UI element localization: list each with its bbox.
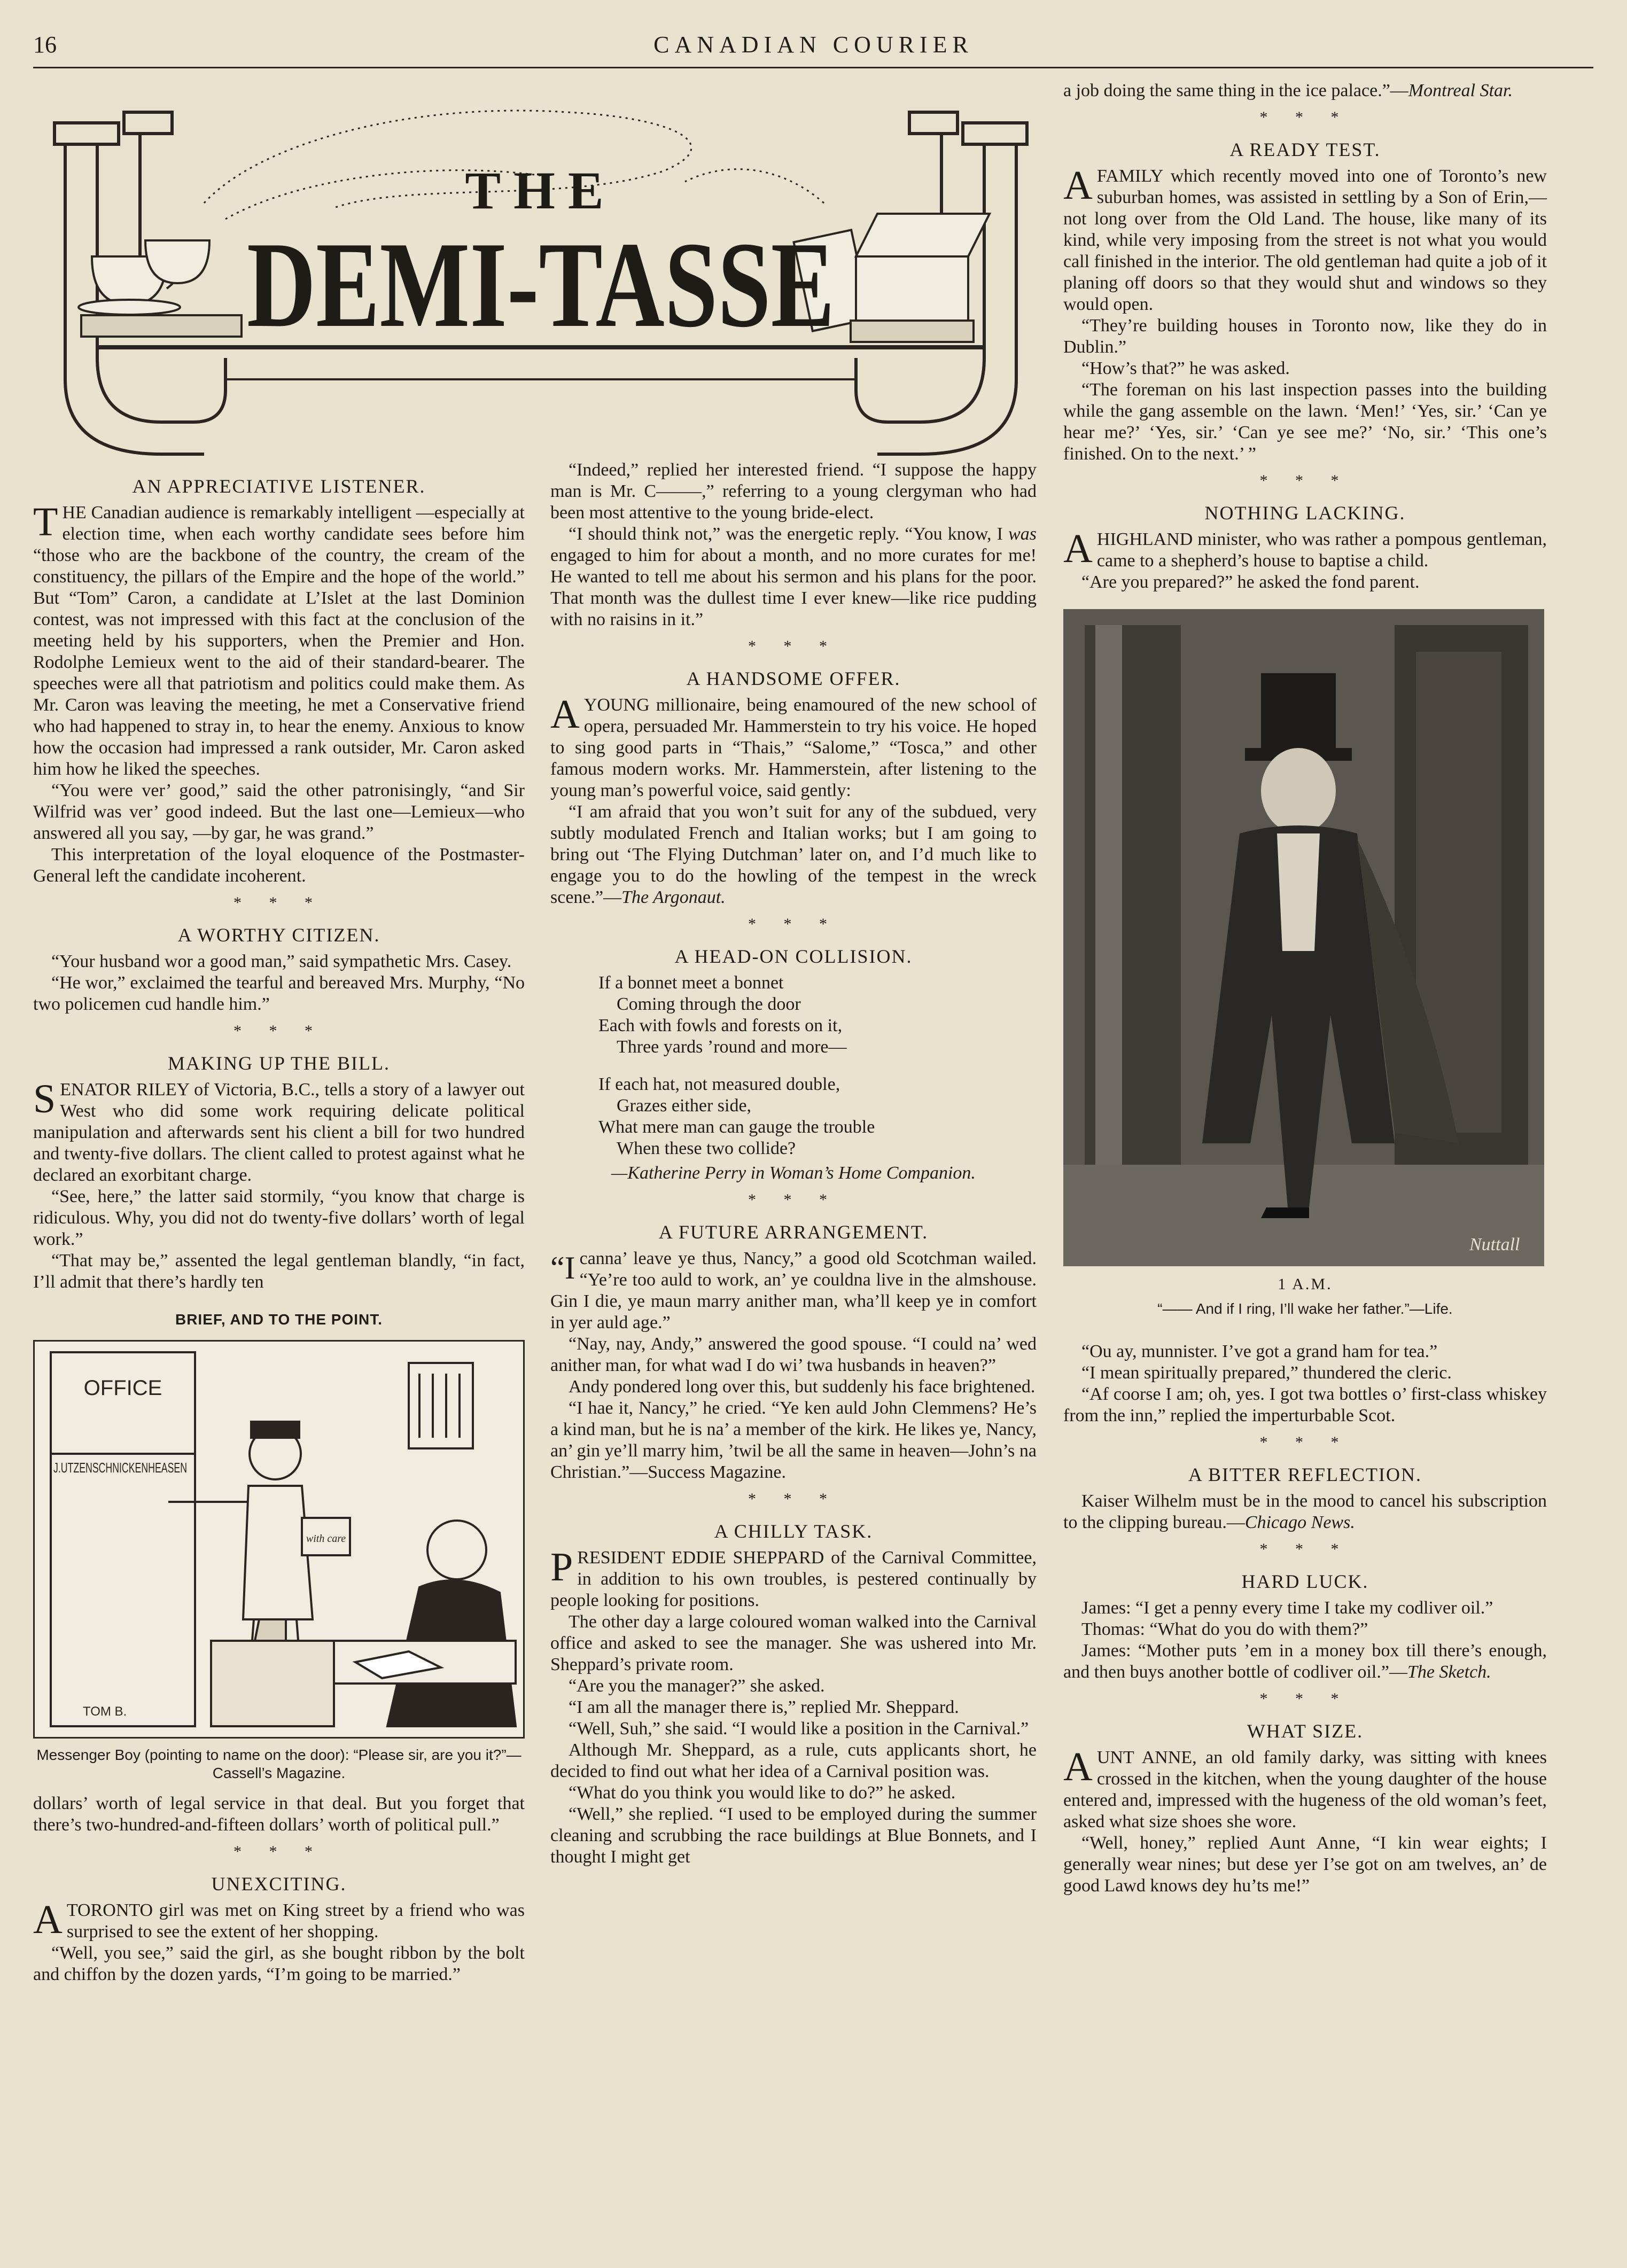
poem-line: Three yards ’round and more— bbox=[617, 1037, 847, 1057]
article-title: A CHILLY TASK. bbox=[714, 1521, 873, 1542]
paragraph: HIGHLAND minister, who was rather a pompous gentleman, came to a shepherd’s house to baptise a child. bbox=[1096, 529, 1547, 571]
drop-cap: A bbox=[1063, 1744, 1093, 1789]
cartoon-title: BRIEF, AND TO THE POINT. bbox=[175, 1311, 383, 1328]
artist-signature: TOM B. bbox=[83, 1704, 127, 1719]
paragraph: This interpretation of the loyal eloquence of the Postmaster-General left the candidate incoherent. bbox=[33, 845, 525, 886]
paragraph: RESIDENT EDDIE SHEPPARD of the Carnival Committee, in addition to his own troubles, is pestered continually by people looking for positions. bbox=[550, 1548, 1037, 1610]
artist-signature: Nuttall bbox=[1469, 1235, 1520, 1254]
paragraph: “Are you the manager?” she asked. bbox=[569, 1676, 825, 1696]
paragraph: canna’ leave ye thus, Nancy,” a good old Scotchman wailed. “Ye’re too auld to work, an’ ye couldna live in the almshouse. Gin I die, ye maun marry anither man, wha’ll keep ye in comfort in yer auld age.” bbox=[550, 1249, 1037, 1332]
paragraph: “I should think not,” was the energetic reply. “You know, I was engaged to him for about a month, and no more curates for me! He wanted to tell me about his sermon and his plans for the poor. That month was the dullest time I ever knew—like rice pudding with no raisins in it.” bbox=[550, 524, 1037, 629]
section-separator: * * * bbox=[748, 1490, 839, 1508]
page-number: 16 bbox=[33, 32, 57, 58]
plate-caption: “—— And if I ring, I’ll wake her father.”—Life. bbox=[1157, 1300, 1453, 1317]
paragraph: “I am all the manager there is,” replied Mr. Sheppard. bbox=[569, 1697, 959, 1717]
paragraph: “The foreman on his last inspection passes into the building while the gang assemble on the lawn. ‘Men!’ ‘Yes, sir.’ ‘Can ye hear me?’ ‘Yes, sir.’ ‘Can ye see me?’ ‘No, sir.’ ‘This one’s finished. On to the next.’ ” bbox=[1063, 380, 1547, 464]
column-1 bbox=[33, 465, 525, 1985]
paragraph: “Well, Suh,” she said. “I would like a position in the Carnival.” bbox=[569, 1719, 1029, 1739]
drop-cap: “I bbox=[550, 1250, 575, 1285]
article-title: A BITTER REFLECTION. bbox=[1188, 1464, 1422, 1485]
paragraph: “Your husband wor a good man,” said sympathetic Mrs. Casey. bbox=[51, 952, 512, 971]
drop-cap: T bbox=[33, 500, 58, 544]
article-title: UNEXCITING. bbox=[211, 1873, 347, 1895]
paragraph: Andy pondered long over this, but suddenly his face brightened. bbox=[569, 1377, 1036, 1397]
section-separator: * * * bbox=[1259, 1690, 1351, 1708]
plate-caption-title: 1 A.M. bbox=[1278, 1275, 1333, 1293]
running-head: CANADIAN COURIER bbox=[653, 32, 974, 58]
section-separator: * * * bbox=[748, 1191, 839, 1209]
paragraph: “Nay, nay, Andy,” answered the good spouse. “I could na’ wed anither man, for what wad I do wi’ twa husbands in heaven?” bbox=[550, 1334, 1037, 1375]
paragraph: dollars’ worth of legal service in that deal. But you forget that there’s two-hundred-and-fifteen dollars’ worth of political pull.” bbox=[33, 1794, 525, 1835]
messenger-boy-cartoon bbox=[33, 1340, 525, 1739]
top-hat-icon bbox=[1261, 673, 1336, 753]
column-2 bbox=[550, 459, 1037, 1868]
office-sign: OFFICE bbox=[83, 1376, 162, 1400]
paragraph: “Af coorse I am; oh, yes. I got twa bottles o’ first-class whiskey from the inn,” replied the imperturbable Scot. bbox=[1063, 1384, 1547, 1425]
section-separator: * * * bbox=[748, 915, 839, 933]
poem-line: Each with fowls and forests on it, bbox=[598, 1016, 843, 1035]
parcel-label: with care bbox=[306, 1533, 346, 1545]
poem-line: When these two collide? bbox=[617, 1139, 796, 1158]
left-post-cap bbox=[55, 123, 119, 144]
paragraph: James: “I get a penny every time I take my codliver oil.” bbox=[1081, 1598, 1493, 1618]
paragraph: “Indeed,” replied her interested friend. “I suppose the happy man is Mr. C——–,” referring to a young clergyman who had been most attentive to the young bride-elect. bbox=[550, 460, 1037, 523]
section-separator: * * * bbox=[233, 1843, 324, 1860]
header-rule bbox=[33, 67, 1593, 68]
drop-cap: S bbox=[33, 1077, 56, 1121]
article-title: HARD LUCK. bbox=[1241, 1571, 1369, 1592]
section-separator: * * * bbox=[1259, 108, 1351, 126]
paragraph: Kaiser Wilhelm must be in the mood to cancel his subscription to the clipping bureau.—Chicago News. bbox=[1063, 1491, 1547, 1532]
source-credit: The Sketch. bbox=[1407, 1662, 1491, 1682]
section-separator: * * * bbox=[1259, 1433, 1351, 1451]
paragraph: “Well, you see,” said the girl, as she bought ribbon by the bolt and chiffon by the dozen yards, “I’m going to be married.” bbox=[33, 1943, 525, 1984]
teacup-icon bbox=[79, 240, 242, 337]
paragraph: “They’re building houses in Toronto now, like they do in Dublin.” bbox=[1063, 316, 1547, 357]
paragraph: Although Mr. Sheppard, as a rule, cuts applicants short, he decided to find out what her idea of a Carnival position was. bbox=[550, 1740, 1037, 1781]
paragraph: UNT ANNE, an old family darky, was sitting with knees crossed in the kitchen, when the young daughter of the house entered and, impressed with the hugeness of the old woman’s feet, asked what size shoes she wore. bbox=[1063, 1748, 1547, 1831]
paragraph: “Well, honey,” replied Aunt Anne, “I kin wear eights; I generally wear nines; but dese yer I’se got on am twelves, an’ de good Lawd knows dey hu’ts me!” bbox=[1063, 1833, 1547, 1896]
paragraph: “Ou ay, munnister. I’ve got a grand ham for tea.” bbox=[1081, 1342, 1438, 1361]
article-title: A FUTURE ARRANGEMENT. bbox=[658, 1221, 929, 1243]
paragraph: “Well,” she replied. “I used to be employed during the summer cleaning and scrubbing the race buildings at Blue Bonnets, and I thought I might get bbox=[550, 1804, 1037, 1867]
poem-line: If a bonnet meet a bonnet bbox=[598, 973, 784, 993]
article-title: A READY TEST. bbox=[1229, 139, 1381, 160]
paragraph: TORONTO girl was met on King street by a friend who was surprised to see the extent of her shopping. bbox=[66, 1900, 525, 1942]
section-separator: * * * bbox=[1259, 1540, 1351, 1558]
paragraph: “I mean spiritually prepared,” thundered the cleric. bbox=[1081, 1363, 1452, 1383]
article-title: MAKING UP THE BILL. bbox=[168, 1053, 390, 1074]
article-title: AN APPRECIATIVE LISTENER. bbox=[132, 476, 426, 497]
paragraph: “You were ver’ good,” said the other patronisingly, “and Sir Wilfrid was ver’ good indeed. But the last one—Lemieux—who answered all you say, —by gar, he was grand.” bbox=[33, 781, 525, 843]
door-nameplate: J.UTZENSCHNICKENHEASEN bbox=[53, 1460, 187, 1476]
drop-cap: A bbox=[1063, 163, 1093, 208]
top-hat-gentleman-plate bbox=[1063, 609, 1544, 1266]
section-separator: * * * bbox=[748, 637, 839, 655]
masthead-title: DEMI-TASSE bbox=[247, 216, 835, 353]
paragraph: “How’s that?” he was asked. bbox=[1081, 358, 1290, 378]
paragraph: “What do you think you would like to do?” he asked. bbox=[569, 1783, 956, 1803]
poem-attribution: —Katherine Perry in Woman’s Home Companion. bbox=[611, 1163, 976, 1183]
poem-line: If each hat, not measured double, bbox=[598, 1074, 840, 1094]
article-title: WHAT SIZE. bbox=[1247, 1720, 1364, 1742]
paragraph: “See, here,” the latter said stormily, “you know that charge is ridiculous. Why, you did not do twenty-five dollars’ worth of legal work.” bbox=[33, 1187, 525, 1249]
article-title: A HEAD-ON COLLISION. bbox=[674, 946, 913, 967]
source-credit: The Argonaut. bbox=[621, 887, 726, 907]
paragraph: Thomas: “What do you do with them?” bbox=[1081, 1619, 1368, 1639]
poem bbox=[550, 972, 1037, 1159]
paragraph: HE Canadian audience is remarkably intelligent —especially at election time, when each worthy candidate sees before him “those who are the backbone of the country, the cream of the constituency, the pillars of the Empire and the hope of the world.” But “Tom” Caron, a candidate at L’Islet at the last Dominion contest, was not impressed with this fact at the conclusion of the meeting held by his supporters, when the Premier and Hon. Rodolphe Lemieux went to the aid of their standard-bearer. The speeches were all that patriotism and politics could make them. As Mr. Caron was leaving the meeting, he met a Conservative friend who had happened to stray in, to hear the enemy. Anxious to know how the occasion had impressed a rank outsider, Mr. Caron asked him how he liked the speeches. bbox=[33, 503, 525, 779]
paragraph: “Are you prepared?” he asked the fond parent. bbox=[1081, 572, 1420, 592]
drop-cap: P bbox=[550, 1545, 573, 1589]
source-credit: Chicago News. bbox=[1244, 1513, 1355, 1532]
paragraph: “I hae it, Nancy,” he cried. “Ye ken auld John Clemmens? He’s a kind man, but he is na’ a member of the kirk. He likes ye, Nancy, an’ gin ye’ll marry him, ’twil be all the same in heaven—John’s na Christian.”—Success Magazine. bbox=[550, 1398, 1037, 1482]
article-title: A HANDSOME OFFER. bbox=[686, 668, 901, 689]
drop-cap: A bbox=[33, 1897, 63, 1942]
article-title: A WORTHY CITIZEN. bbox=[177, 924, 380, 946]
paragraph: YOUNG millionaire, being enamoured of the new school of opera, persuaded Mr. Hammerstein to try his voice. He hoped to sing good parts in “Thais,” “Salome,” “Tosca,” and other famous modern works. Mr. Hammerstein, after listening to the young man’s powerful voice, said gently: bbox=[550, 695, 1037, 800]
masthead-the: THE bbox=[465, 161, 617, 220]
section-separator: * * * bbox=[233, 1022, 324, 1040]
paragraph: “He wor,” exclaimed the tearful and bereaved Mrs. Murphy, “No two policemen cud handle him.” bbox=[33, 973, 525, 1014]
section-separator: * * * bbox=[233, 894, 324, 911]
section-separator: * * * bbox=[1259, 472, 1351, 489]
paragraph: James: “Mother puts ’em in a money box till there’s enough, and then buys another bottle of codliver oil.”—The Sketch. bbox=[1063, 1641, 1547, 1682]
paragraph: “I am afraid that you won’t suit for any of the subdued, very subtly modulated French and Italian works; but I am going to bring out ‘The Flying Dutchman’ later on, and I’d much like to engage you to do the howling of the tempest in the wreck scene.”—The Argonaut. bbox=[550, 802, 1037, 907]
demitasse-masthead bbox=[33, 80, 1048, 459]
cartoon-caption: Messenger Boy (pointing to name on the door): “Please sir, are you it?”—Cassell’s Magazine. bbox=[36, 1747, 521, 1781]
source-credit: Montreal Star. bbox=[1408, 81, 1513, 100]
poem-line: Grazes either side, bbox=[617, 1096, 752, 1116]
paragraph: FAMILY which recently moved into one of Toronto’s new suburban homes, was assisted in settling by a Son of Erin,—not long over from the Old Land. The house, like many of its kind, while very imposing from the street is not what you would call finished in the interior. The old gentleman had quite a job of it planing off doors so that they would shut and windows so they would open. bbox=[1063, 166, 1547, 314]
right-post-cap bbox=[963, 123, 1027, 144]
poem-line: Coming through the door bbox=[617, 994, 801, 1014]
article-title: NOTHING LACKING. bbox=[1204, 502, 1406, 524]
drop-cap: A bbox=[550, 692, 580, 737]
column-3 bbox=[1063, 80, 1547, 1897]
paragraph: The other day a large coloured woman walked into the Carnival office and asked to see the manager. She was ushered into Mr. Sheppard’s private room. bbox=[550, 1612, 1037, 1674]
poem-line: What mere man can gauge the trouble bbox=[598, 1117, 875, 1137]
paragraph: a job doing the same thing in the ice palace.”—Montreal Star. bbox=[1063, 81, 1513, 100]
paragraph: “That may be,” assented the legal gentleman blandly, “in fact, I’ll admit that there’s hardly ten bbox=[33, 1251, 525, 1292]
drop-cap: A bbox=[1063, 526, 1093, 571]
paragraph: ENATOR RILEY of Victoria, B.C., tells a story of a lawyer out West who did some work requiring delicate political manipulation and afterwards sent his client a bill for two hundred and twenty-five dollars. The client called to protest against what he declared an exorbitant charge. bbox=[33, 1080, 525, 1185]
